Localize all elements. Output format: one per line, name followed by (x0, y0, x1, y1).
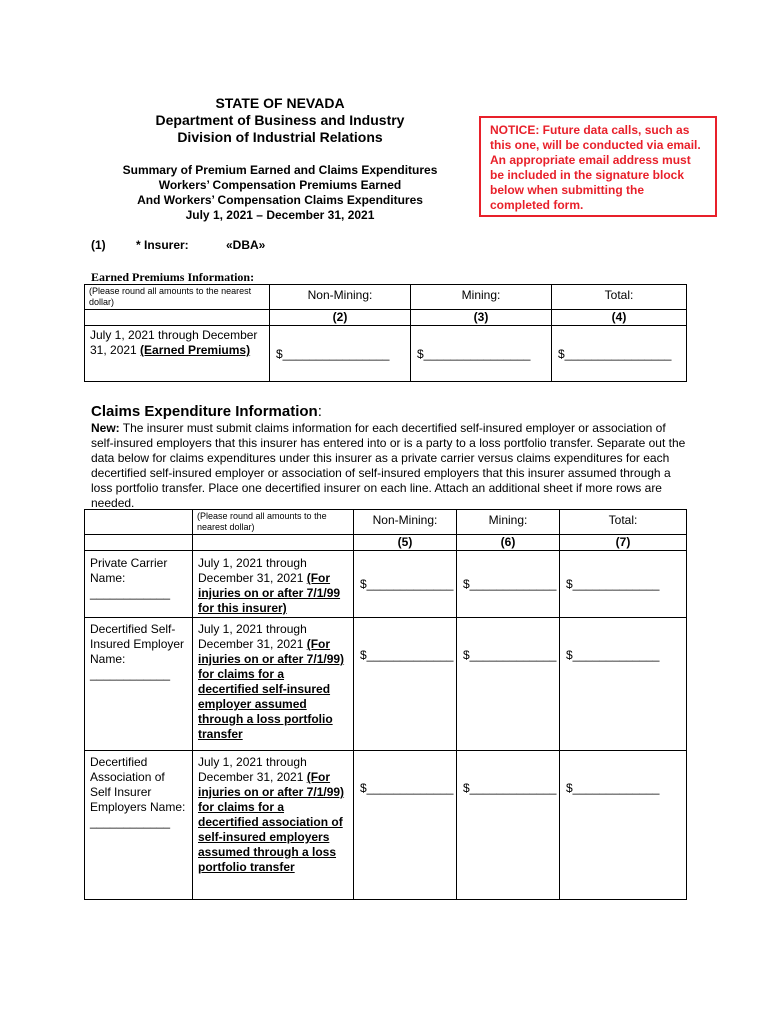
claims-empty-a (85, 535, 193, 551)
row-name-blank[interactable]: ____________ (90, 586, 171, 600)
earned-row-label (85, 326, 270, 382)
private-mining-input[interactable]: $_____________ (457, 551, 560, 618)
claims-num-6: (6) (457, 535, 560, 551)
row-decertified-association-name (85, 751, 193, 900)
claims-round-note: (Please round all amounts to the nearest dollar) (193, 510, 354, 535)
row-name-blank[interactable]: ____________ (90, 667, 171, 681)
title-division: Division of Industrial Relations (177, 129, 383, 145)
claims-num-7: (7) (560, 535, 687, 551)
row-name-label: Decertified Association of Self Insurer Employers Name: (90, 755, 186, 814)
earned-total-input[interactable]: $________________ (552, 326, 687, 382)
row-desc: (For injuries on or after 7/1/99) for claims for a decertified association of self-insured employers assumed through a loss portfolio transfer (198, 770, 345, 874)
table-row (85, 618, 687, 751)
row-decertified-association-desc (193, 751, 354, 900)
earned-non-mining-input[interactable]: $________________ (270, 326, 411, 382)
claims-col-total: Total: (560, 510, 687, 535)
claims-num-5: (5) (354, 535, 457, 551)
claims-heading (91, 403, 322, 420)
earned-num-2: (2) (270, 310, 411, 326)
title-department: Department of Business and Industry (155, 112, 405, 128)
earned-col-total: Total: (552, 285, 687, 310)
subtitle-line-1: Summary of Premium Earned and Claims Expenditures (122, 163, 438, 177)
claims-heading-colon: : (317, 403, 322, 420)
row-period: July 1, 2021 through December 31, 2021 (198, 622, 307, 651)
employer-total-input[interactable]: $_____________ (560, 618, 687, 751)
earned-premiums-heading: Earned Premiums Information: (91, 270, 255, 284)
employer-non-mining-input[interactable]: $_____________ (354, 618, 457, 751)
claims-col-mining: Mining: (457, 510, 560, 535)
association-total-input[interactable]: $_____________ (560, 751, 687, 900)
claims-instructions (91, 421, 691, 511)
table-row (85, 551, 687, 618)
association-mining-input[interactable]: $_____________ (457, 751, 560, 900)
claims-header-empty (85, 510, 193, 535)
claims-new-label: New: (91, 421, 120, 435)
row-decertified-employer-name (85, 618, 193, 751)
claims-heading-text: Claims Expenditure Information (91, 403, 318, 420)
table-row (85, 751, 687, 900)
row-private-carrier-desc (193, 551, 354, 618)
claims-paragraph: The insurer must submit claims information for each decertified self-insured employer or association of self-insured employers that this insurer has entered into or is a party to a loss portfolio transfer. Separate out the data below for claims expenditures under this insurer as a private carrier versus claims expenditures for each decertified self-insured employer or association of self-insured employers that this insurer assumed through a loss portfolio transfer. Place one decertified insurer on each line. Attach an additional sheet if more rows are needed. (91, 421, 686, 510)
insurer-number: (1) (91, 238, 106, 252)
row-desc: (For injuries on or after 7/1/99 for this insurer) (198, 571, 341, 615)
private-total-input[interactable]: $_____________ (560, 551, 687, 618)
subtitle-line-3: And Workers’ Compensation Claims Expenditures (137, 193, 423, 207)
insurer-dba-field[interactable]: «DBA» (226, 238, 266, 252)
title-state: STATE OF NEVADA (215, 95, 345, 111)
earned-mining-input[interactable]: $________________ (411, 326, 552, 382)
row-name-label: Decertified Self-Insured Employer Name: (90, 622, 185, 666)
row-name-blank[interactable]: ____________ (90, 815, 171, 829)
row-name-label: Private Carrier Name: (90, 556, 168, 585)
claims-table (84, 509, 687, 900)
earned-row-period: July 1, 2021 through December 31, 2021 (90, 328, 258, 357)
earned-col-mining: Mining: (411, 285, 552, 310)
claims-col-non-mining: Non-Mining: (354, 510, 457, 535)
earned-round-note: (Please round all amounts to the nearest dollar) (85, 285, 270, 310)
earned-empty-cell (85, 310, 270, 326)
earned-premiums-table (84, 284, 687, 382)
row-period: July 1, 2021 through December 31, 2021 (198, 755, 307, 784)
earned-num-3: (3) (411, 310, 552, 326)
earned-num-4: (4) (552, 310, 687, 326)
row-desc: (For injuries on or after 7/1/99) for claims for a decertified self-insured employer assumed through a loss portfolio transfer (198, 637, 345, 741)
subtitle-line-2: Workers’ Compensation Premiums Earned (158, 178, 402, 192)
row-decertified-employer-desc (193, 618, 354, 751)
row-private-carrier-name (85, 551, 193, 618)
insurer-label: * Insurer: (136, 238, 189, 252)
association-non-mining-input[interactable]: $_____________ (354, 751, 457, 900)
row-period: July 1, 2021 through December 31, 2021 (198, 556, 307, 585)
document-subtitle (100, 163, 460, 223)
earned-col-non-mining: Non-Mining: (270, 285, 411, 310)
document-title (110, 95, 450, 146)
notice-box: NOTICE: Future data calls, such as this one, will be conducted via email. An appropriate email address must be included in the signature block below when submitting the completed form. (479, 116, 717, 217)
private-non-mining-input[interactable]: $_____________ (354, 551, 457, 618)
employer-mining-input[interactable]: $_____________ (457, 618, 560, 751)
claims-empty-b (193, 535, 354, 551)
subtitle-period: July 1, 2021 – December 31, 2021 (185, 208, 375, 222)
earned-row-type: (Earned Premiums) (140, 343, 251, 357)
